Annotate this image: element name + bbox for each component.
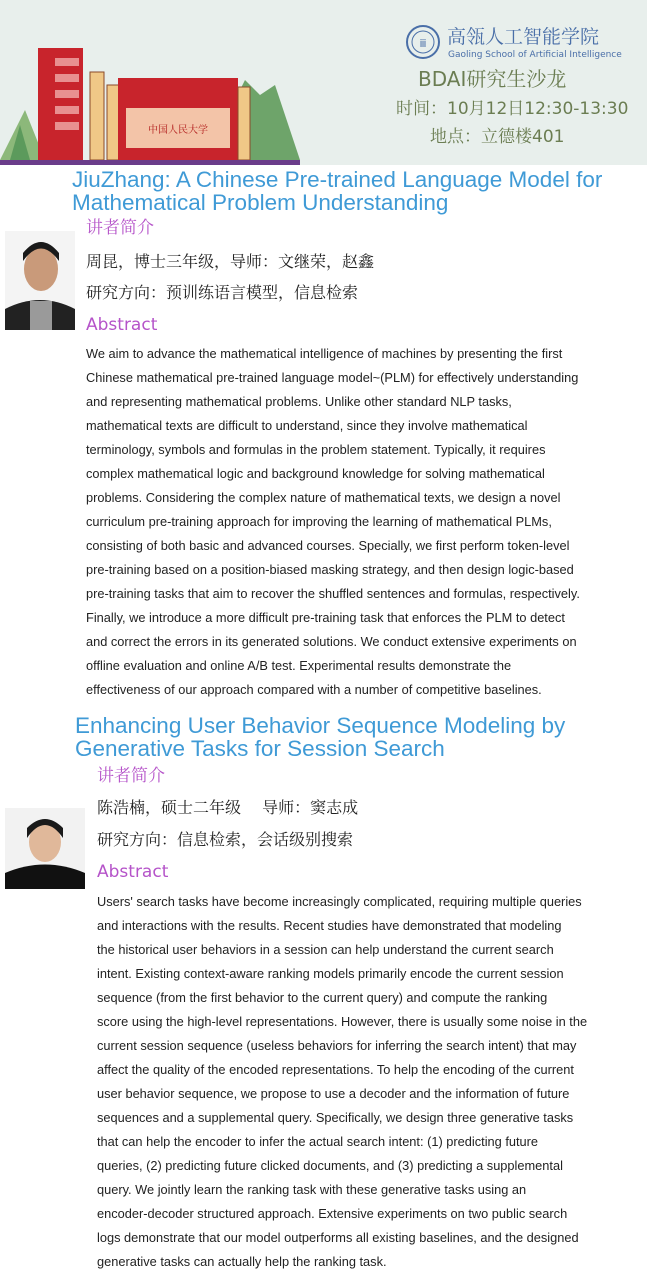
abstract-line: terminology, symbols and formulas in the problem statement. Typically, it requires: [86, 442, 546, 457]
talk-2-abstract-heading: Abstract: [97, 862, 169, 882]
abstract-line: generative tasks can actually help the ranking task.: [97, 1254, 387, 1269]
abstract-line: intent. Existing context-aware ranking models primarily encode the current session: [97, 966, 564, 981]
talk-2-speaker-heading: 讲者简介: [97, 766, 165, 786]
abstract-line: offline evaluation and online A/B test. Experimental results demonstrate the: [86, 658, 512, 673]
abstract-line: current session sequence (useless behaviors for inferring the search intent) that may: [97, 1038, 577, 1053]
abstract-line: and interactions with the results. Recent studies have demonstrated that modeling: [97, 918, 562, 933]
talk-1-research: 研究方向：预训练语言模型，信息检索: [86, 283, 359, 302]
abstract-line: consisting of both basic and advanced courses. Specially, we first perform token-level: [86, 538, 570, 553]
abstract-line: Chinese mathematical pre-trained language model~(PLM) for effectively understanding: [86, 370, 579, 385]
building-sign: 中国人民大学: [148, 125, 208, 136]
abstract-line: mathematical texts are difficult to understand, since they involve mathematical: [86, 418, 528, 433]
speaker-2-photo: [5, 808, 85, 889]
abstract-line: encoder-decoder structured approach. Extensive experiments on two public search: [97, 1206, 568, 1221]
talk-1-abstract-heading: Abstract: [86, 315, 158, 335]
abstract-line: query. We jointly learn the ranking task with these generative tasks using an: [97, 1182, 527, 1197]
event-time: 时间：10月12日12:30-13:30: [396, 99, 629, 119]
abstract-line: sequences and a supplemental query. Specifically, we design three generative tasks: [97, 1110, 574, 1125]
talk-1-abstract: [86, 342, 580, 702]
school-name-en: Gaoling School of Artificial Intelligence: [448, 50, 622, 60]
campus-illustration: [0, 0, 300, 165]
title-line: Mathematical Problem Understanding: [72, 190, 449, 215]
abstract-line: queries, (2) predicting future clicked documents, and (3) predicting a supplemental: [97, 1158, 563, 1173]
event-title: BDAI研究生沙龙: [418, 67, 567, 91]
school-logo-icon: [405, 24, 441, 60]
title-line: JiuZhang: A Chinese Pre-trained Language Model for: [72, 167, 603, 192]
school-name-cn: 高瓴人工智能学院: [447, 26, 600, 48]
speaker-1-photo: [5, 231, 75, 330]
abstract-line: Finally, we introduce a more difficult pre-training task that enforces the PLM to detect: [86, 610, 565, 625]
event-place: 地点：立德楼401: [430, 127, 565, 147]
abstract-line: effectiveness of our approach compared with a number of competitive baselines.: [86, 682, 542, 697]
talk-2-abstract: [97, 890, 587, 1274]
abstract-line: curriculum pre-training approach for improving the learning of mathematical PLMs,: [86, 514, 552, 529]
abstract-line: pre-training based on a position-biased masking strategy, and then design logic-based: [86, 562, 574, 577]
abstract-line: We aim to advance the mathematical intelligence of machines by presenting the first: [86, 346, 563, 361]
abstract-line: pre-training tasks that aim to recover the shuffled sentences and formulas, respectively.: [86, 586, 580, 601]
talk-2-title: [75, 714, 565, 760]
abstract-line: that can help the encoder to infer the actual search intent: (1) predicting future: [97, 1134, 539, 1149]
title-line: Generative Tasks for Session Search: [75, 736, 445, 761]
talk-1-speaker-info: 周昆，博士三年级，导师：文继荣，赵鑫: [86, 252, 375, 271]
abstract-line: score using the high-level representations. However, there is usually some noise in the: [97, 1014, 588, 1029]
abstract-line: problems. Considering the complex nature of mathematical texts, we design a novel: [86, 490, 561, 505]
abstract-line: affect the quality of the encoded representations. To help the encoding of the current: [97, 1062, 574, 1077]
talk-2-speaker-info: 陈浩楠，硕士二年级 导师：窦志成: [97, 798, 359, 817]
abstract-line: sequence (from the first behavior to the current query) and compute the ranking: [97, 990, 548, 1005]
abstract-line: logs demonstrate that our model outperforms all existing baselines, and the designed: [97, 1230, 579, 1245]
svg-text:ⅲ: ⅲ: [419, 37, 427, 50]
talk-2-research: 研究方向：信息检索，会话级别搜索: [97, 830, 354, 849]
title-line: Enhancing User Behavior Sequence Modeling by: [75, 713, 566, 738]
abstract-line: and correct the errors in its generated solutions. We conduct extensive experiments on: [86, 634, 577, 649]
talk-1-title: [72, 168, 602, 214]
abstract-line: complex mathematical logic and background knowledge for solving mathematical: [86, 466, 545, 481]
abstract-line: Users' search tasks have become increasingly complicated, requiring multiple queries: [97, 894, 582, 909]
abstract-line: and representing mathematical problems. Unlike other standard NLP tasks,: [86, 394, 512, 409]
abstract-line: the historical user behaviors in a session can help understand the current search: [97, 942, 554, 957]
poster-header: [0, 0, 647, 165]
abstract-line: user behavior sequence, we propose to use a decoder and the information of future: [97, 1086, 570, 1101]
talk-1-speaker-heading: 讲者简介: [86, 218, 154, 238]
